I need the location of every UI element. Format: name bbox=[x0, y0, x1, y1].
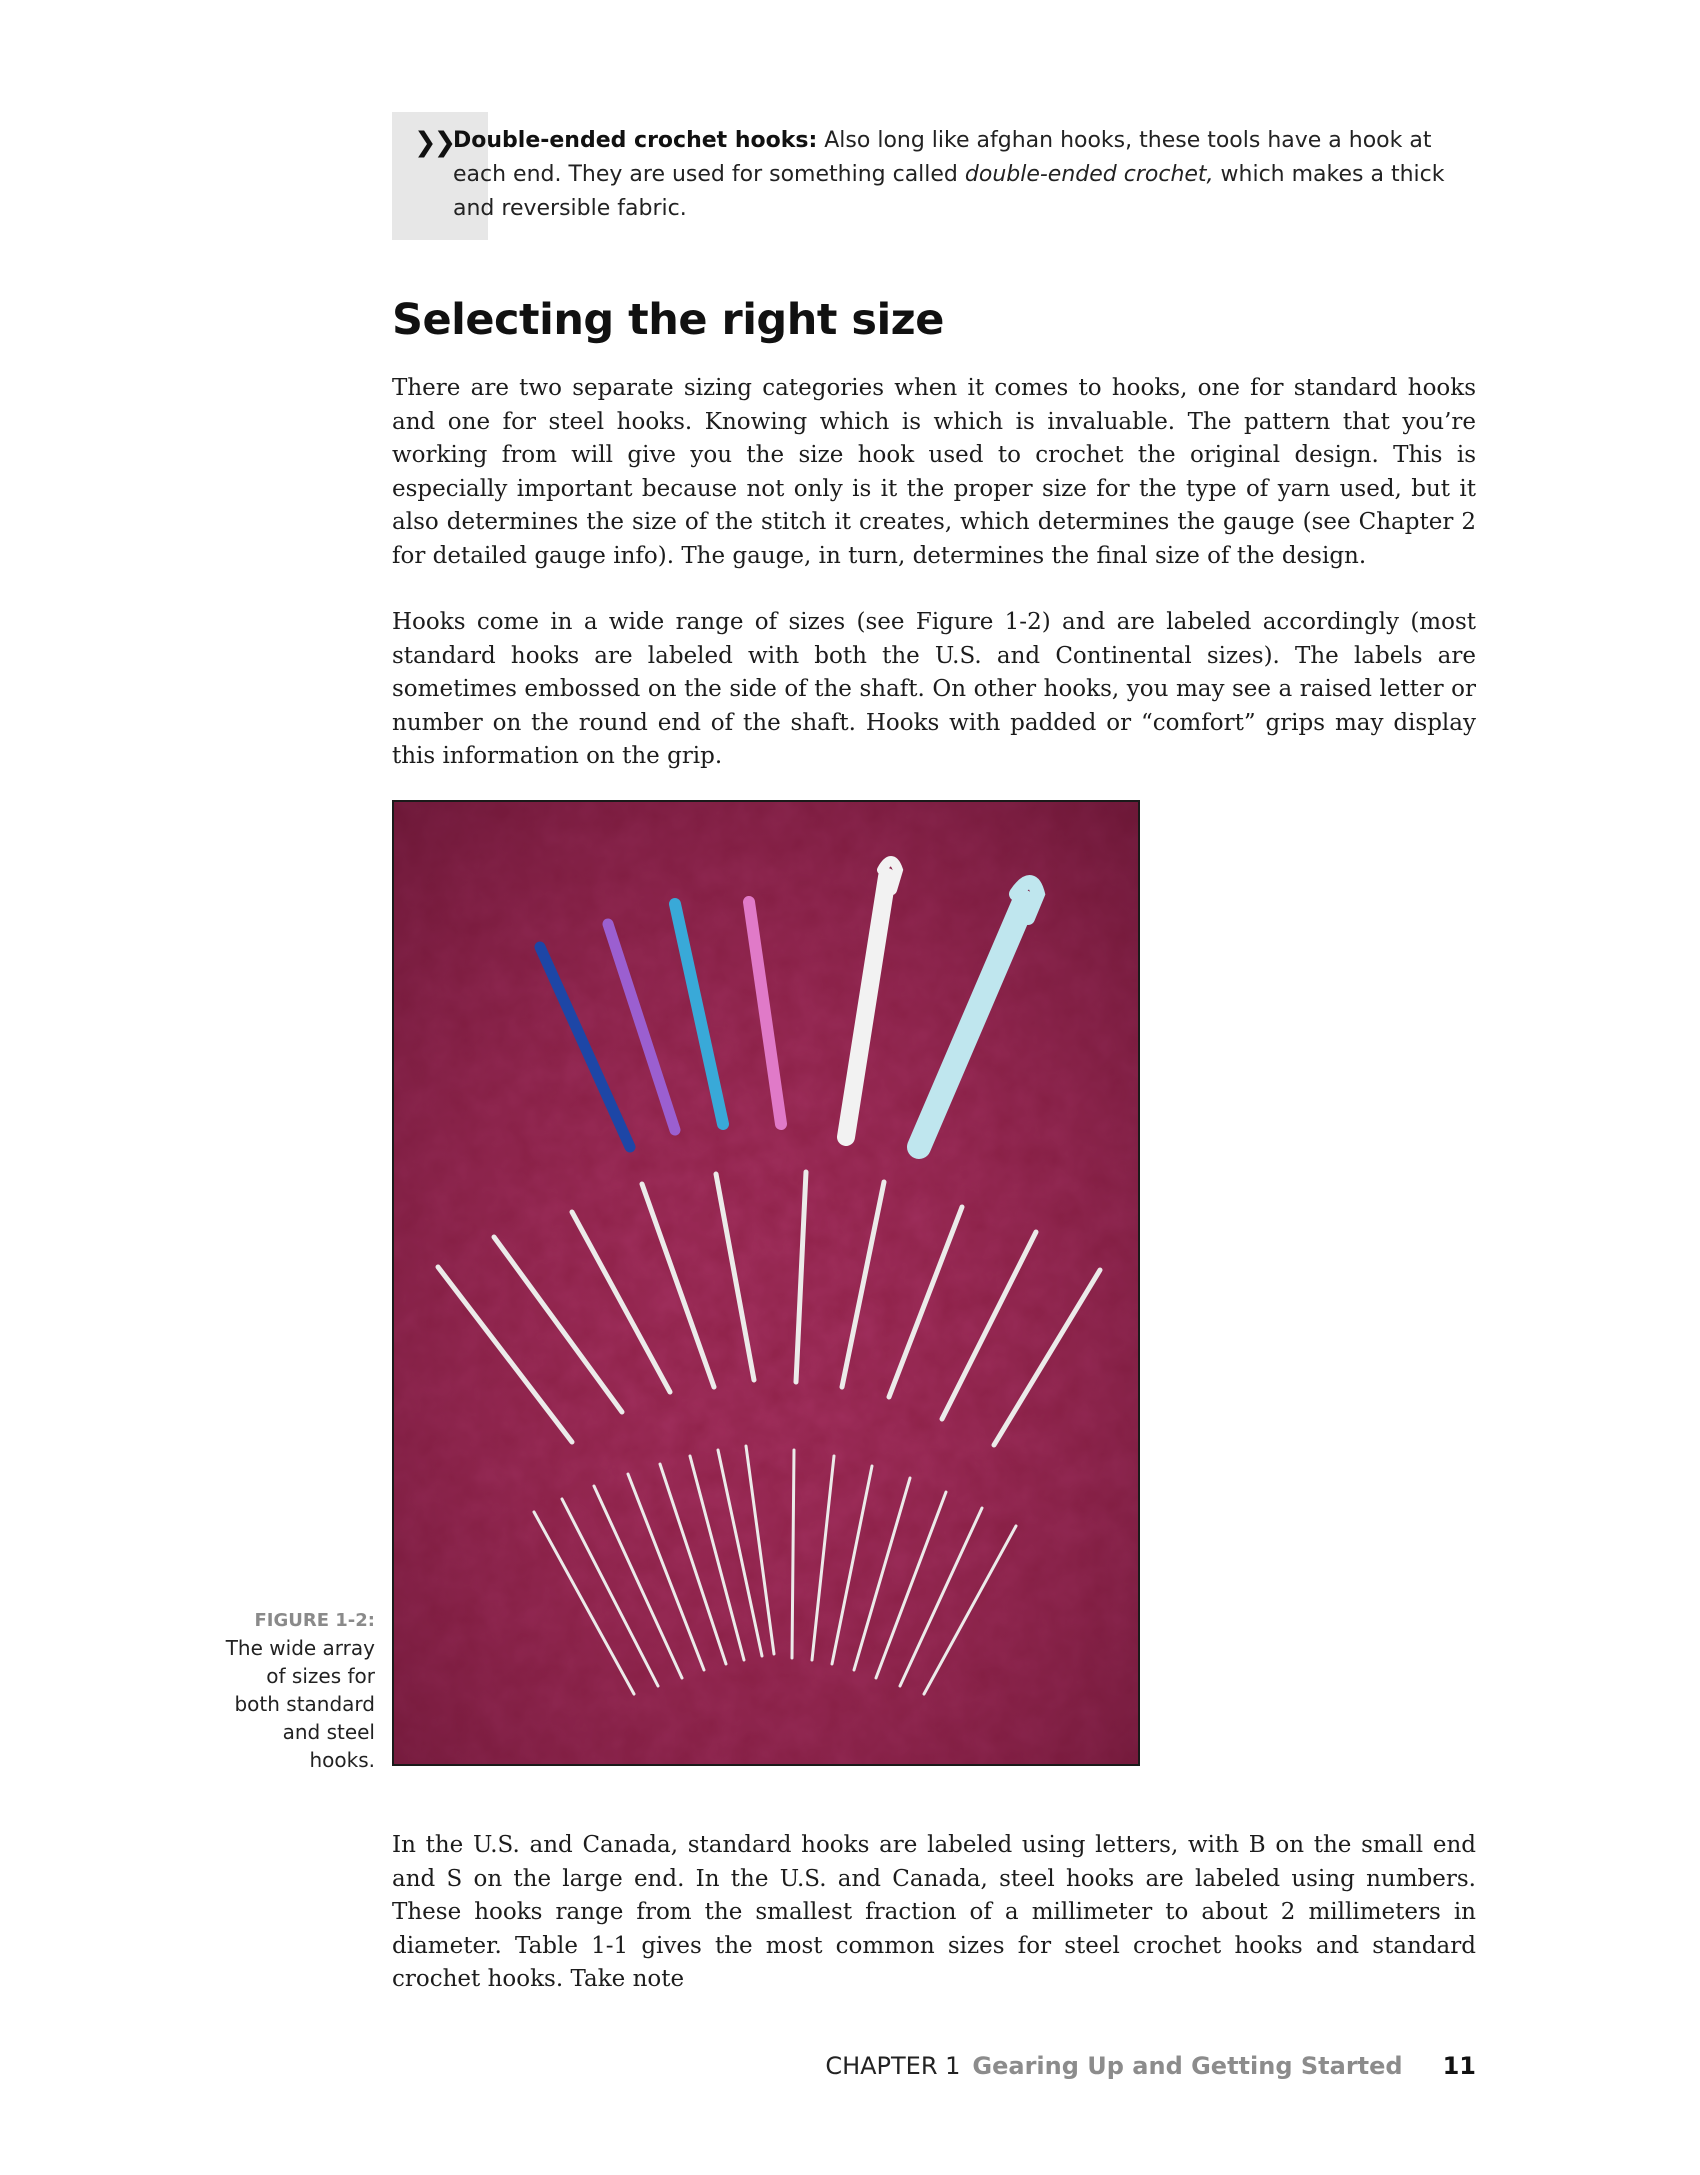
section-heading: Selecting the right size bbox=[392, 295, 944, 345]
bullet-term: Double-ended crochet hooks: bbox=[453, 128, 818, 153]
figure-label: FIGURE 1-2: bbox=[254, 1610, 375, 1631]
footer-chapter-title: Gearing Up and Getting Started bbox=[972, 2052, 1403, 2080]
steel-hook bbox=[792, 1450, 794, 1658]
bullet-text-italic: double-ended crochet, bbox=[964, 162, 1214, 187]
crochet-hooks-illustration bbox=[394, 802, 1140, 1766]
felt-shading bbox=[394, 802, 1140, 1766]
bullet-text-part-1: Also long like afghan hooks, these tools have a hook at each end. They are used for something called bbox=[453, 128, 1432, 187]
page-footer bbox=[825, 2048, 1476, 2084]
double-chevron-right-icon: ❯❯ bbox=[414, 127, 454, 158]
bullet-item-double-ended-hooks bbox=[453, 124, 1483, 226]
body-paragraph-1: There are two separate sizing categories when it comes to hooks, one for standard hooks and one for steel hooks. Knowing which is which is invaluable. The pattern that you’re working from will give you the size hook used to crochet the original design. This is especially important because not only is it the proper size for the type of yarn used, but it also determines the size of the stitch it creates, which determines the gauge (see Chapter 2 for detailed gauge info). The gauge, in turn, determines the final size of the design. bbox=[392, 375, 1476, 569]
figure-crochet-hooks-photo bbox=[392, 800, 1140, 1766]
body-paragraph-3: In the U.S. and Canada, standard hooks are labeled using letters, with B on the small end and S on the large end. In the U.S. and Canada, steel hooks are labeled using numbers. These hooks range from the smallest fraction of a millimeter to about 2 millimeters in diameter. Table 1-1 gives the most common sizes for steel crochet hooks and standard crochet hooks. Take note bbox=[392, 1832, 1476, 1992]
body-paragraph-2: Hooks come in a wide range of sizes (see Figure 1-2) and are labeled accordingly (most standard hooks are labeled with both the U.S. and Continental sizes). The labels are sometimes embossed on the side of the shaft. On other hooks, you may see a raised letter or number on the round end of the shaft. Hooks with padded or “comfort” grips may display this information on the grip. bbox=[392, 609, 1476, 769]
footer-chapter: CHAPTER 1 bbox=[825, 2052, 961, 2080]
figure-caption-text: The wide array of sizes for both standard and steel hooks. bbox=[225, 1636, 375, 1772]
page-number: 11 bbox=[1442, 2052, 1476, 2080]
figure-caption bbox=[215, 1608, 375, 1774]
bullet-text-part-2: which makes a thick and reversible fabric. bbox=[453, 162, 1445, 221]
